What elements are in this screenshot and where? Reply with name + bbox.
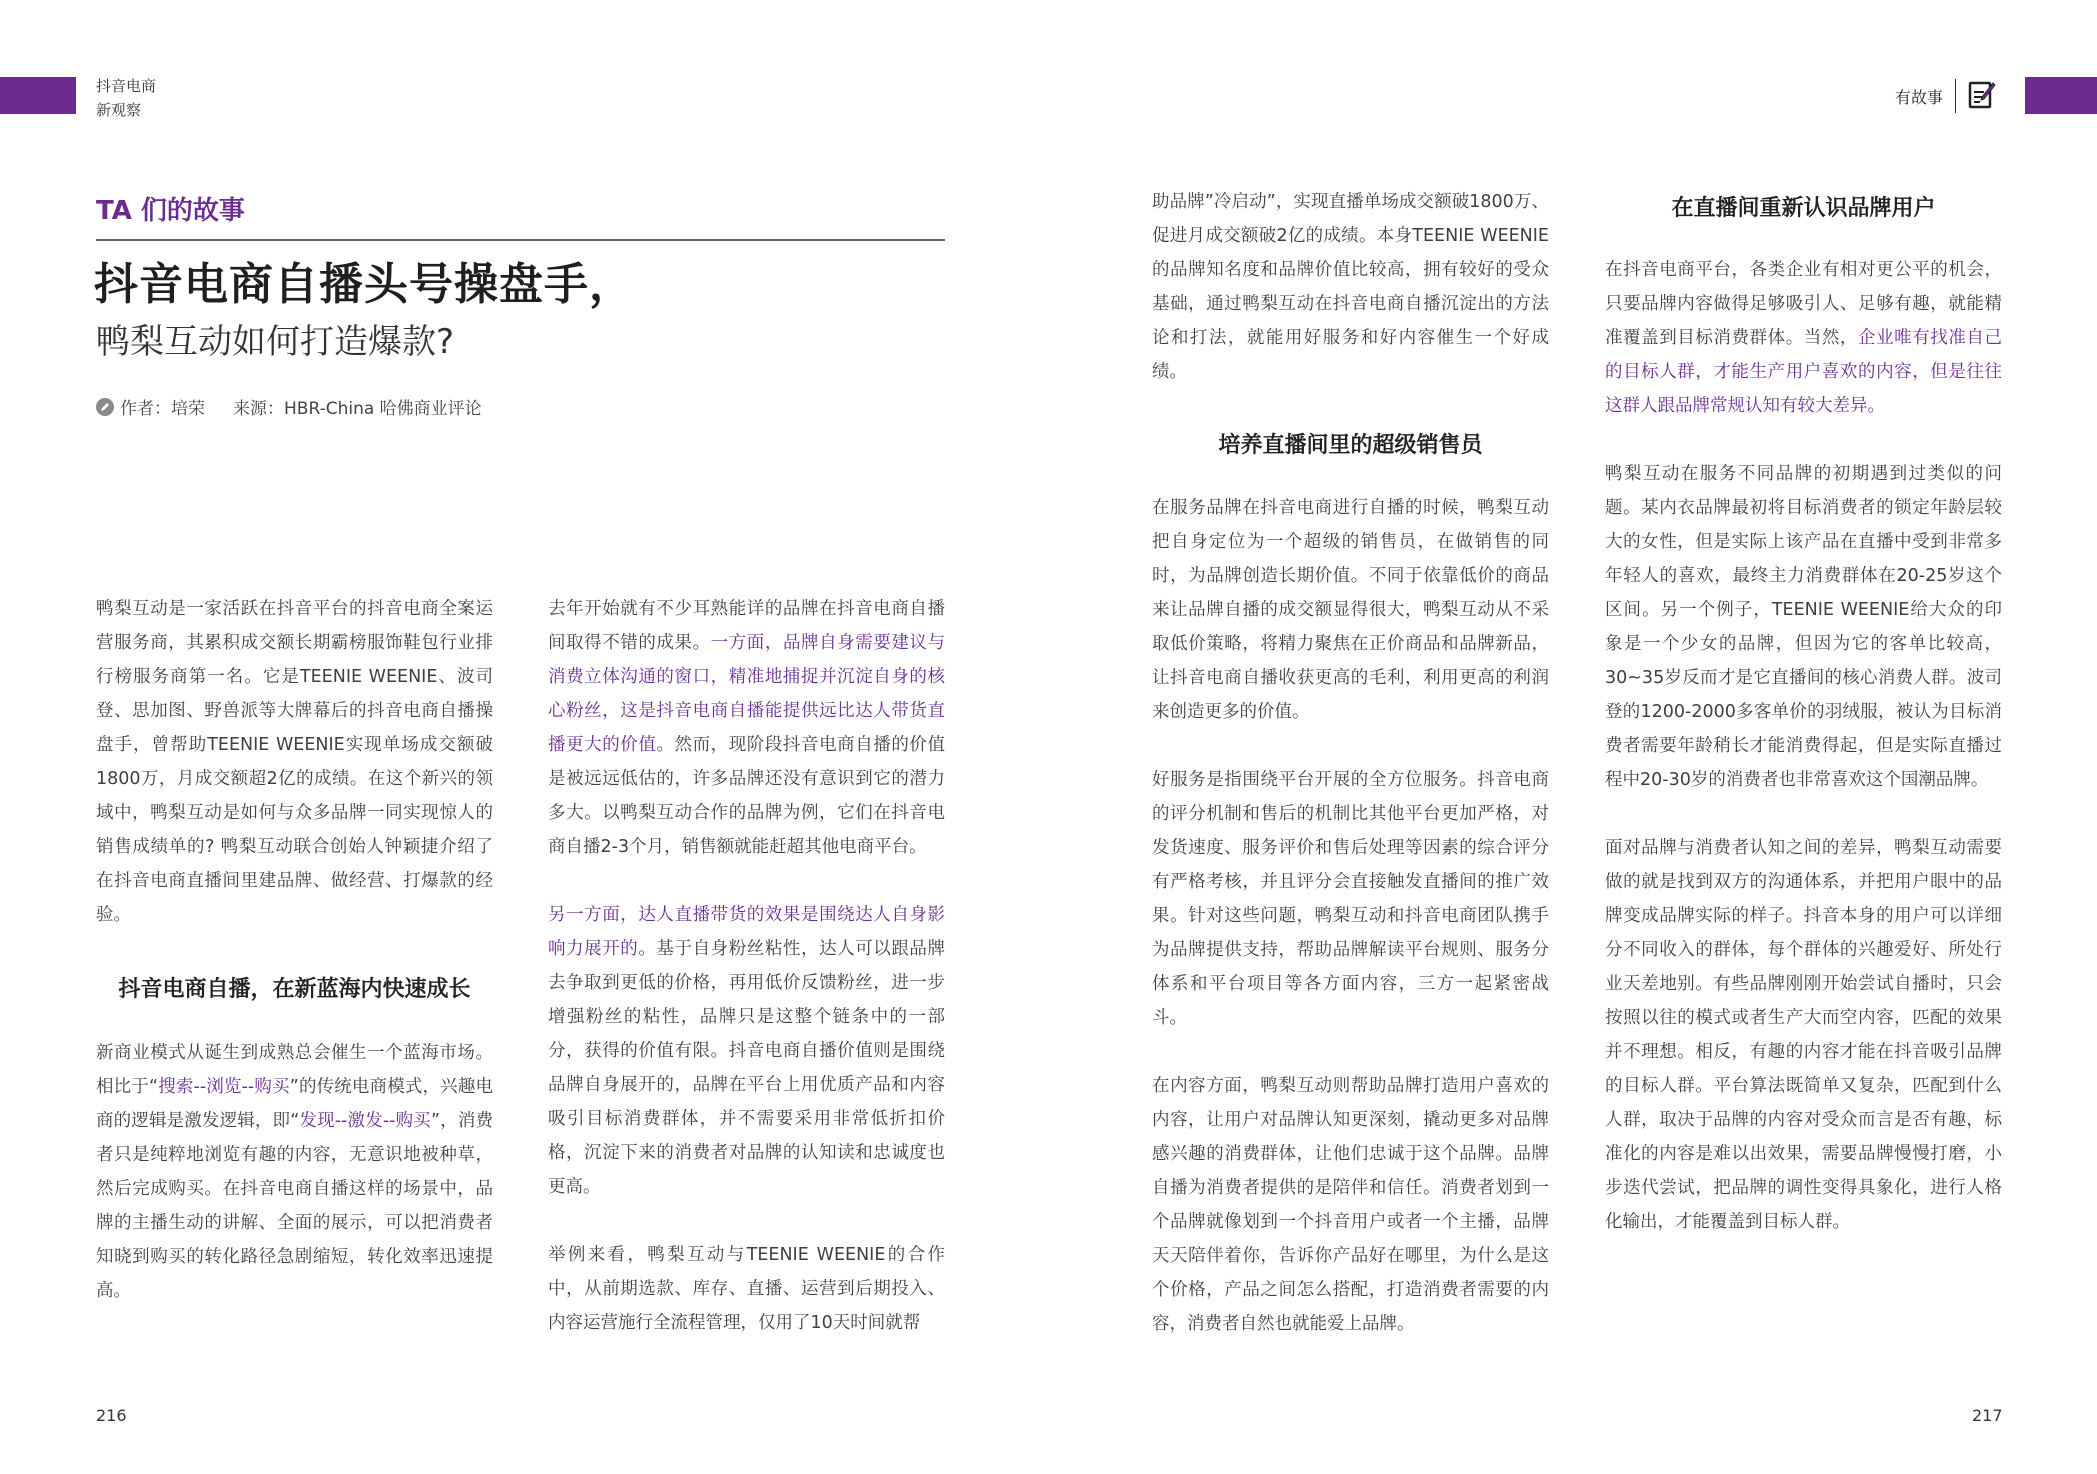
highlight-text: 搜索--浏览--购买 (158, 1077, 290, 1097)
right-purple-tab (2025, 77, 2097, 114)
highlight-text: 企业唯有找准自己的目标人群，才能生产用户喜欢的内容，但是往往这群人跟品牌常规认知有较大差异。 (1605, 328, 2002, 416)
column-3-lower (1152, 491, 1549, 1341)
section-tag-line1: 抖音电商 (96, 77, 157, 95)
col4-paragraph-2: 鸭梨互动在服务不同品牌的初期遇到过类似的问题。某内衣品牌最初将目标消费者的锁定年龄层较大的女性，但是实际上该产品在直播中受到非常多年轻人的喜欢，最终主力消费群体在20-25岁这个区间。另一个例子，TEENIE WEENIE给大众的印象是一个少女的品牌，但因为它的客单比较高，30~35岁反而才是它直播间的核心消费人群。波司登的1200-2000多客单价的羽绒服，被认为目标消费者需要年龄稍长才能消费得起，但是实际直播过程中20-30岁的消费者也非常喜欢这个国潮品牌。 (1605, 464, 2002, 790)
byline (96, 394, 482, 419)
right-header (1895, 78, 1996, 114)
left-purple-tab (0, 77, 76, 114)
column-1 (96, 592, 493, 932)
col4-paragraph-3: 面对品牌与消费者认知之间的差异，鸭梨互动需要做的就是找到双方的沟通体系，并把用户眼中的品牌变成品牌实际的样子。抖音本身的用户可以详细分不同收入的群体，每个群体的兴趣爱好、所处行业天差地别。有些品牌刚刚开始尝试自播时，只会按照以往的模式或者生产大而空内容，匹配的效果并不理想。相反，有趣的内容才能在抖音吸引品牌的目标人群。平台算法既简单又复杂，匹配到什么人群，取决于品牌的内容对受众而言是否有趣，标准化的内容是难以出效果，需要品牌慢慢打磨，小步迭代尝试，把品牌的调性变得具象化，进行人格化输出，才能覆盖到目标人群。 (1605, 838, 2002, 1232)
pencil-icon (96, 398, 114, 416)
header-divider (1955, 79, 1956, 113)
author: 作者：培荣 (120, 399, 205, 419)
col4-subhead: 在直播间重新认识品牌用户 (1671, 196, 1936, 221)
col3-paragraph-3: 好服务是指围绕平台开展的全方位服务。抖音电商的评分机制和售后的机制比其他平台更加严格，对发货速度、服务评价和售后处理等因素的综合评分有严格考核，并且评分会直接触发直播间的推广效果。针对这些问题，鸭梨互动和抖音电商团队携手为品牌提供支持，帮助品牌解读平台规则、服务分体系和平台项目等各方面内容，三方一起紧密战斗。 (1152, 770, 1549, 1028)
left-section-tag (96, 74, 156, 122)
column-1-lower (96, 1036, 493, 1308)
column-2 (548, 592, 945, 1340)
page-number-left: 216 (96, 1406, 127, 1425)
right-section-tag: 有故事 (1895, 87, 1944, 107)
title-rule (96, 239, 945, 241)
column-3 (1152, 185, 1549, 389)
page-subtitle: 鸭梨互动如何打造爆款? (96, 322, 455, 362)
source: 来源：HBR-China 哈佛商业评论 (233, 399, 482, 419)
col2-paragraph-2: 另一方面，达人直播带货的效果是围绕达人自身影响力展开的。基于自身粉丝粘性，达人可以跟品牌去争取到更低的价格，再用低价反馈粉丝，进一步增强粉丝的粘性，品牌只是这整个链条中的一部分，获得的价值有限。抖音电商自播价值则是围绕品牌自身展开的，品牌在平台上用优质产品和内容吸引目标消费群体，并不需要采用非常低折扣价格，沉淀下来的消费者对品牌的认知读和忠诚度也更高。 (548, 905, 946, 1197)
col3-paragraph-4: 在内容方面，鸭梨互动则帮助品牌打造用户喜欢的内容，让用户对品牌认知更深刻，撬动更多对品牌感兴趣的消费群体，让他们忠诚于这个品牌。品牌自播为消费者提供的是陪伴和信任。消费者划到一个品牌就像划到一个抖音用户或者一个主播，品牌天天陪伴着你，告诉你产品好在哪里，为什么是这个价格，产品之间怎么搭配，打造消费者需要的内容，消费者自然也就能爱上品牌。 (1152, 1076, 1549, 1334)
column-4 (1605, 253, 2002, 1239)
col4-paragraph-1: 在抖音电商平台，各类企业有相对更公平的机会，只要品牌内容做得足够吸引人、足够有趣，就能精准覆盖到目标消费群体。当然，企业唯有找准自己的目标人群，才能生产用户喜欢的内容，但是往往这群人跟品牌常规认知有较大差异。 (1605, 260, 2002, 416)
col3-paragraph-1: 助品牌”冷启动”，实现直播单场成交额破1800万、促进月成交额破2亿的成绩。本身TEENIE WEENIE的品牌知名度和品牌价值比较高，拥有较好的受众基础，通过鸭梨互动在抖音电商自播沉淀出的方法论和打法，就能用好服务和好内容催生一个好成绩。 (1152, 192, 1549, 382)
kicker: TA 们的故事 (96, 196, 245, 226)
col1-paragraph-1: 鸭梨互动是一家活跃在抖音平台的抖音电商全案运营服务商，其累积成交额长期霸榜服饰鞋包行业排行榜服务商第一名。它是TEENIE WEENIE、波司登、思加图、野兽派等大牌幕后的抖音电商自播操盘手，曾帮助TEENIE WEENIE实现单场成交额破1800万，月成交额超2亿的成绩。在这个新兴的领域中，鸭梨互动是如何与众多品牌一同实现惊人的销售成绩单的? 鸭梨互动联合创始人钟颖捷介绍了在抖音电商直播间里建品牌、做经营、打爆款的经验。 (96, 599, 493, 925)
col2-paragraph-3: 举例来看，鸭梨互动与TEENIE WEENIE的合作中，从前期选款、库存、直播、运营到后期投入、内容运营施行全流程管理，仅用了10天时间就帮 (548, 1245, 945, 1333)
col3-subhead: 培养直播间里的超级销售员 (1218, 433, 1483, 458)
highlight-text: 另一方面，达人直播带货的效果是围绕达人自身影响力展开的 (548, 905, 945, 959)
highlight-text: 一方面，品牌自身需要建议与消费立体沟通的窗口，精准地捕捉并沉淀自身的核心粉丝，这是抖音电商自播能提供远比达人带货直播更大的价值 (548, 633, 946, 755)
highlight-text: 发现--激发--购买 (299, 1111, 431, 1131)
notepad-pen-icon (1968, 79, 1996, 113)
col1-paragraph-2: 新商业模式从诞生到成熟总会催生一个蓝海市场。相比于“搜索--浏览--购买”的传统电商模式，兴趣电商的逻辑是激发逻辑，即“发现--激发--购买”，消费者只是纯粹地浏览有趣的内容，无意识地被种草，然后完成购买。在抖音电商自播这样的场景中，品牌的主播生动的讲解、全面的展示，可以把消费者知晓到购买的转化路径急剧缩短，转化效率迅速提高。 (96, 1043, 493, 1301)
col2-paragraph-1: 去年开始就有不少耳熟能详的品牌在抖音电商自播间取得不错的成果。一方面，品牌自身需要建议与消费立体沟通的窗口，精准地捕捉并沉淀自身的核心粉丝，这是抖音电商自播能提供远比达人带货直播更大的价值。然而，现阶段抖音电商自播的价值是被远远低估的，许多品牌还没有意识到它的潜力多大。以鸭梨互动合作的品牌为例，它们在抖音电商自播2-3个月，销售额就能赶超其他电商平台。 (548, 599, 946, 857)
page-number-right: 217 (1972, 1406, 2003, 1425)
col1-subhead: 抖音电商自播，在新蓝海内快速成长 (118, 977, 471, 1002)
col3-paragraph-2: 在服务品牌在抖音电商进行自播的时候，鸭梨互动把自身定位为一个超级的销售员，在做销售的同时，为品牌创造长期价值。不同于依靠低价的商品来让品牌自播的成交额显得很大，鸭梨互动从不采取低价策略，将精力聚焦在正价商品和品牌新品，让抖音电商自播收获更高的毛利，利用更高的利润来创造更多的价值。 (1152, 498, 1549, 722)
page-title: 抖音电商自播头号操盘手， (94, 259, 634, 310)
section-tag-line2: 新观察 (96, 101, 142, 119)
